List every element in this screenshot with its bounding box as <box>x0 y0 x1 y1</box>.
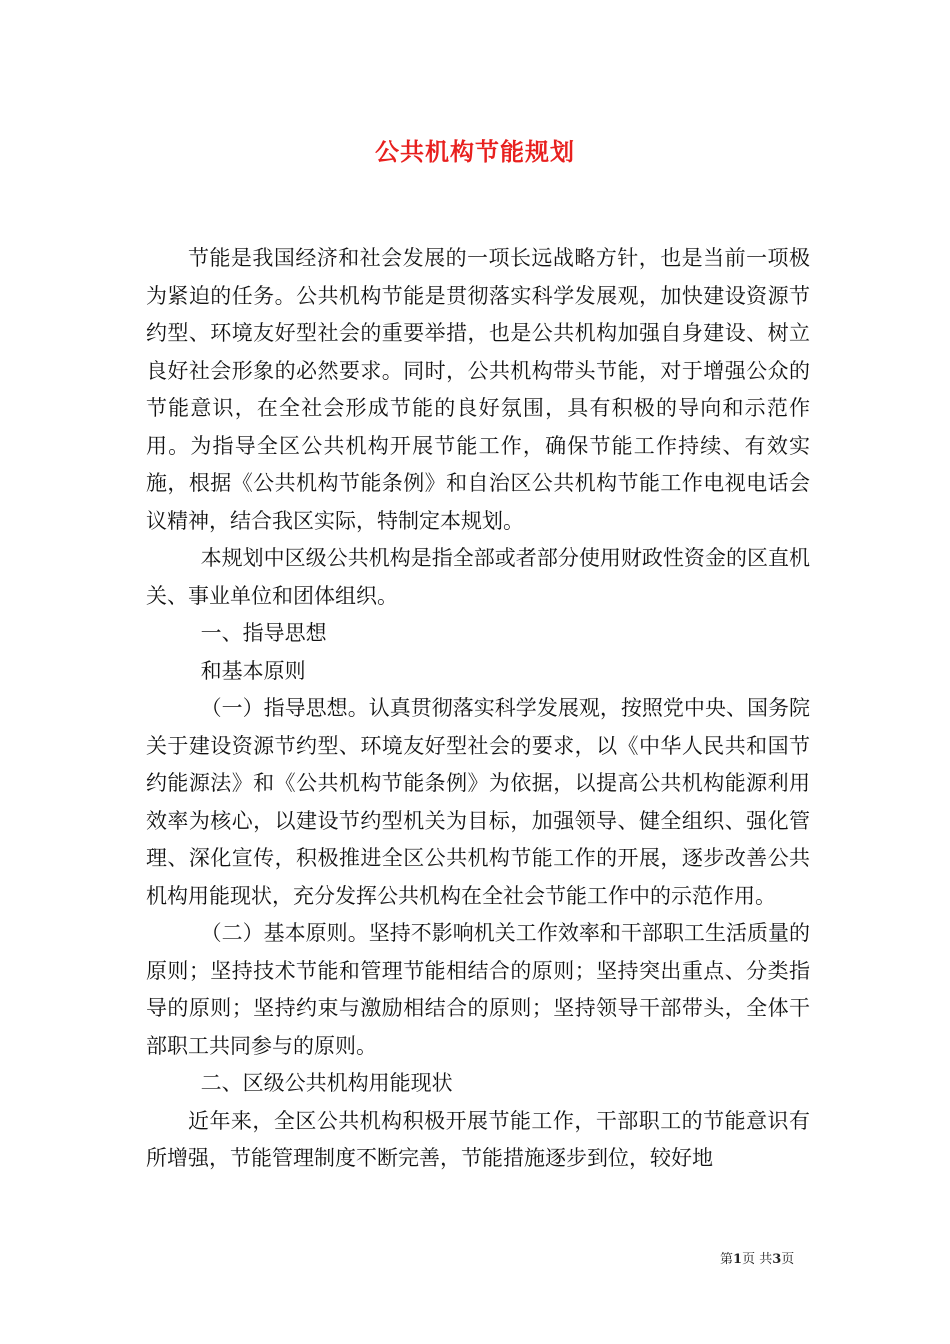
section-heading-2: 二、区级公共机构用能现状 <box>200 1071 453 1095</box>
footer-suffix: 页 <box>781 1252 795 1267</box>
section-heading-1: 一、指导思想 <box>200 621 327 645</box>
guiding-ideology-paragraph: （一）指导思想。认真贯彻落实科学发展观，按照党中央、国务院关于建设资源节约型、环境友好型社会的要求，以《中华人民共和国节约能源法》和《公共机构节能条例》为依据，以提高公共机构能源利用效率为核心，以建设节约型机关为目标，加强领导、健全组织、强化管理、深化宣传，积极推进全区公共机构节能工作的开展，逐步改善公共机构用能现状，充分发挥公共机构在全社会节能工作中的示范作用。 <box>146 696 810 908</box>
current-status-paragraph: 近年来，全区公共机构积极开展节能工作，干部职工的节能意识有所增强，节能管理制度不断完善，节能措施逐步到位，较好地 <box>146 1108 810 1170</box>
section-heading-1-continued: 和基本原则 <box>200 658 306 683</box>
document-body <box>146 240 810 1178</box>
footer-page-number: 1 <box>733 1252 743 1267</box>
footer-middle: 页 共 <box>742 1252 773 1267</box>
footer-prefix: 第 <box>720 1252 734 1267</box>
scope-paragraph: 本规划中区级公共机构是指全部或者部分使用财政性资金的区直机关、事业单位和团体组织。 <box>146 546 810 608</box>
page-title: 公共机构节能规划 <box>375 137 575 166</box>
page-footer <box>720 1248 794 1267</box>
footer-total-pages: 3 <box>772 1252 782 1267</box>
basic-principles-paragraph: （二）基本原则。坚持不影响机关工作效率和干部职工生活质量的原则；坚持技术节能和管理节能相结合的原则；坚持突出重点、分类指导的原则；坚持约束与激励相结合的原则；坚持领导干部带头，全体干部职工共同参与的原则。 <box>146 921 810 1058</box>
intro-paragraph: 节能是我国经济和社会发展的一项长远战略方针，也是当前一项极为紧迫的任务。公共机构节能是贯彻落实科学发展观，加快建设资源节约型、环境友好型社会的重要举措，也是公共机构加强自身建设、树立良好社会形象的必然要求。同时，公共机构带头节能，对于增强公众的节能意识，在全社会形成节能的良好氛围，具有积极的导向和示范作用。为指导全区公共机构开展节能工作，确保节能工作持续、有效实施，根据《公共机构节能条例》和自治区公共机构节能工作电视电话会议精神，结合我区实际，特制定本规划。 <box>146 246 810 533</box>
